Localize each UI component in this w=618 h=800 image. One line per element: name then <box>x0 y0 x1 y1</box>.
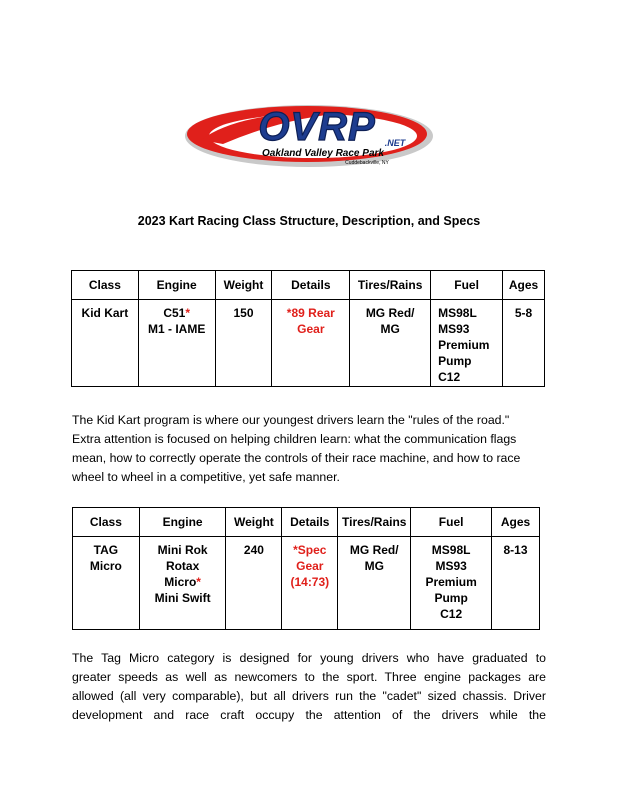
details-line: (14:73) <box>290 575 330 589</box>
cell-tires <box>350 300 431 387</box>
tires-line: MG Red/ <box>365 306 415 320</box>
cell-details <box>282 537 338 630</box>
paragraph-line: wheel to wheel in a competitive, yet safe manner. <box>72 470 340 484</box>
cell-ages: 5-8 <box>503 300 545 387</box>
class-line: Micro <box>89 559 122 573</box>
kid-kart-description <box>72 411 546 487</box>
paragraph-line: greater speeds as well as newcomers to the sport. Three engine packages are <box>72 670 546 684</box>
header-class: Class <box>73 508 140 537</box>
cell-engine <box>138 300 215 387</box>
paragraph-line: Extra attention is focused on helping children learn: what the communication flags <box>72 432 517 446</box>
logo-wordmark: OVRP <box>258 105 376 149</box>
engine-line: Micro <box>164 575 197 589</box>
cell-tires <box>338 537 411 630</box>
table-header-row <box>72 271 545 300</box>
fuel-line: C12 <box>438 370 461 384</box>
header-weight: Weight <box>226 508 282 537</box>
fuel-line: MS98L <box>431 543 471 557</box>
details-line: Gear <box>297 322 325 336</box>
header-engine: Engine <box>138 271 215 300</box>
logo-subtitle: Oakland Valley Race Park <box>262 148 384 159</box>
tires-line: MG Red/ <box>349 543 399 557</box>
paragraph-line: development and race craft occupy the attention of the drivers while the <box>72 708 546 722</box>
header-ages: Ages <box>492 508 540 537</box>
engine-line: Mini Swift <box>154 591 211 605</box>
logo-suffix: .NET <box>384 138 406 148</box>
engine-asterisk: * <box>185 306 190 320</box>
paragraph-line: The Kid Kart program is where our youngest drivers learn the "rules of the road." <box>72 413 510 427</box>
cell-class: Kid Kart <box>72 300 139 387</box>
cell-fuel <box>411 537 492 630</box>
fuel-line: Pump <box>434 591 468 605</box>
engine-line: M1 - IAME <box>147 322 206 336</box>
tires-line: MG <box>380 322 400 336</box>
fuel-line: MS98L <box>438 306 477 320</box>
details-line: Gear <box>296 559 324 573</box>
fuel-line: MS93 <box>438 322 470 336</box>
table-row <box>73 537 540 630</box>
paragraph-line: The Tag Micro category is designed for young drivers who have graduated to <box>72 651 546 665</box>
class-line: TAG <box>93 543 119 557</box>
details-line: *89 Rear <box>286 306 335 320</box>
cell-weight: 240 <box>226 537 282 630</box>
kid-kart-spec-table <box>71 270 545 387</box>
engine-line: Mini Rok <box>157 543 208 557</box>
paragraph-line: allowed (all very comparable), but all drivers run the "cadet" sized chassis. Driver <box>72 689 546 703</box>
tag-micro-spec-table <box>72 507 540 630</box>
engine-asterisk: * <box>196 575 201 589</box>
ovrp-logo <box>183 100 435 170</box>
table-header-row <box>73 508 540 537</box>
header-details: Details <box>282 508 338 537</box>
fuel-line: Pump <box>438 354 472 368</box>
header-class: Class <box>72 271 139 300</box>
cell-engine <box>139 537 226 630</box>
cell-weight: 150 <box>215 300 272 387</box>
fuel-line: Premium <box>438 338 490 352</box>
fuel-line: C12 <box>440 607 463 621</box>
header-ages: Ages <box>503 271 545 300</box>
engine-line: C51 <box>163 306 186 320</box>
header-details: Details <box>272 271 350 300</box>
fuel-line: MS93 <box>435 559 467 573</box>
logo-location: Cuddebackville, NY <box>345 160 389 166</box>
table-row <box>72 300 545 387</box>
fuel-line: Premium <box>425 575 477 589</box>
cell-details <box>272 300 350 387</box>
tires-line: MG <box>364 559 384 573</box>
header-tires: Tires/Rains <box>350 271 431 300</box>
header-tires: Tires/Rains <box>338 508 411 537</box>
cell-fuel <box>431 300 503 387</box>
header-weight: Weight <box>215 271 272 300</box>
tag-micro-description <box>72 649 546 725</box>
header-engine: Engine <box>139 508 226 537</box>
paragraph-line: mean, how to correctly operate the controls of their race machine, and how to race <box>72 451 521 465</box>
cell-class <box>73 537 140 630</box>
details-line: *Spec <box>293 543 327 557</box>
header-fuel: Fuel <box>411 508 492 537</box>
page-title: 2023 Kart Racing Class Structure, Description, and Specs <box>137 214 481 228</box>
header-fuel: Fuel <box>431 271 503 300</box>
engine-line: Rotax <box>165 559 200 573</box>
cell-ages: 8-13 <box>492 537 540 630</box>
